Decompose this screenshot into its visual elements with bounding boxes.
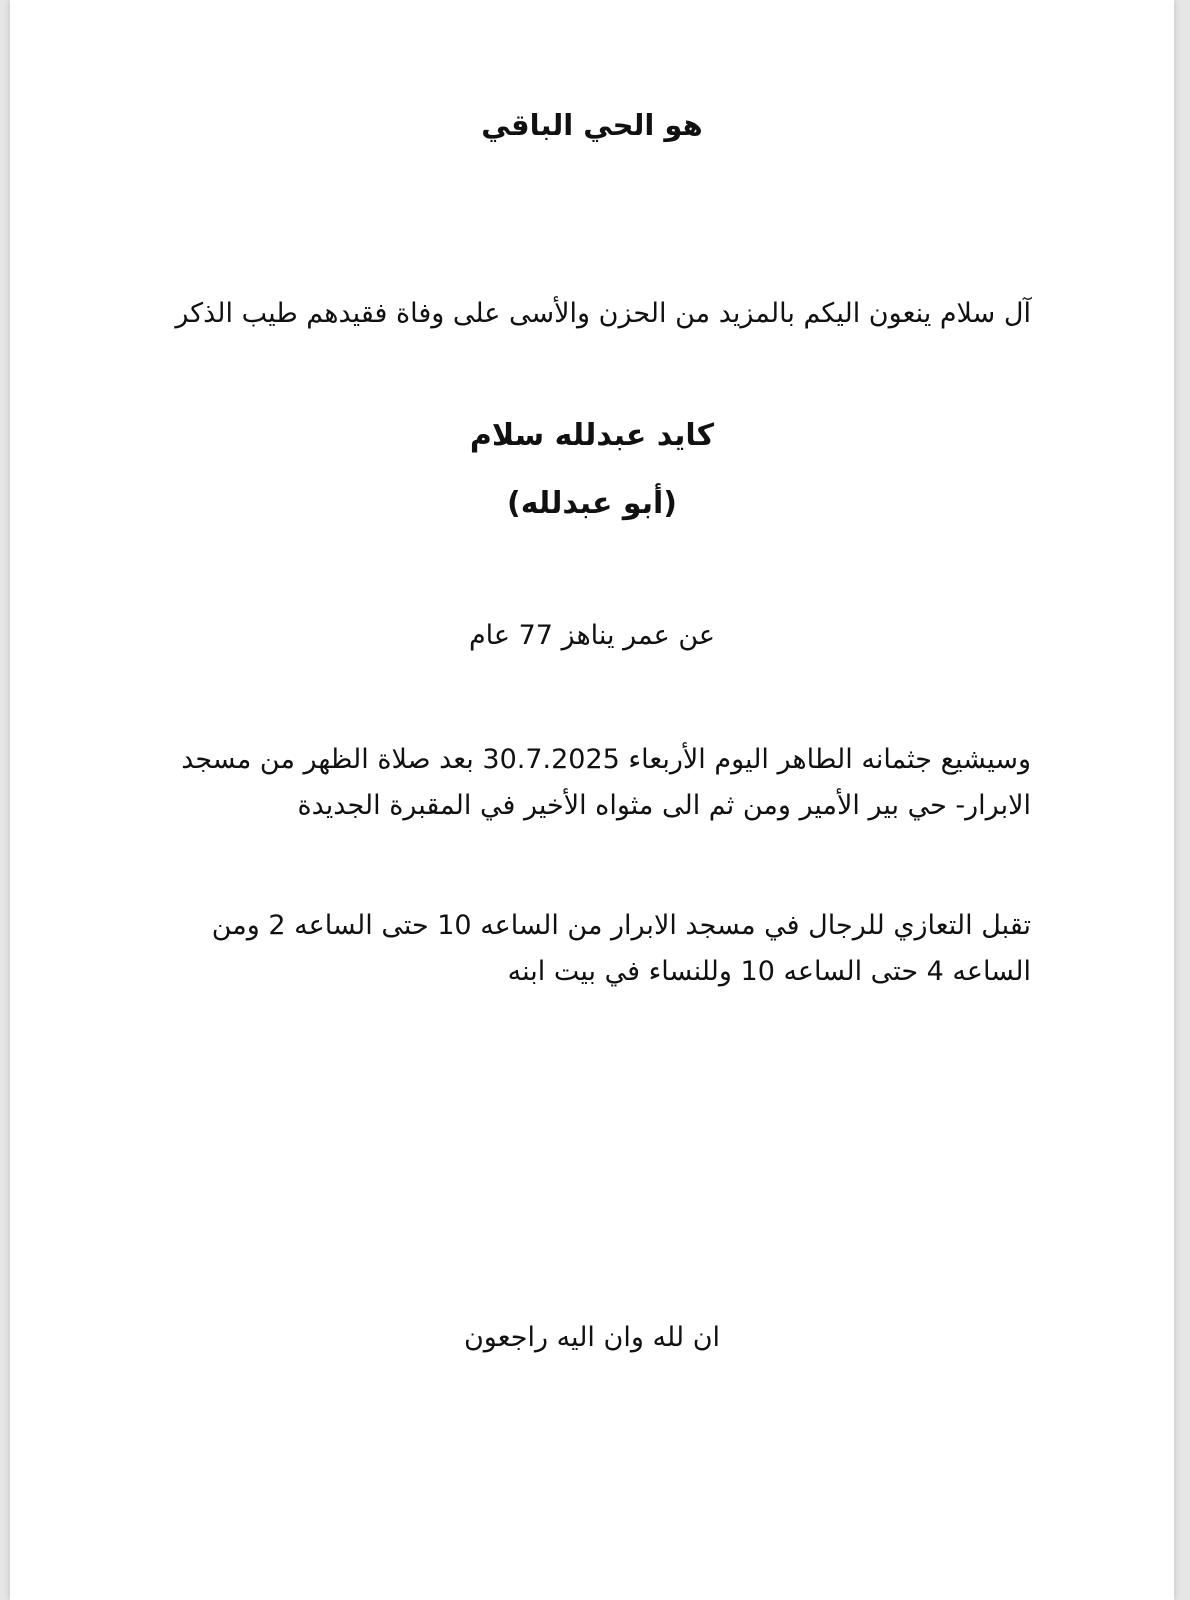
document-heading: هو الحي الباقي — [481, 108, 703, 142]
deceased-name: كايد عبدلله سلام — [469, 418, 715, 453]
funeral-line-2: الابرار- حي بير الأمير ومن ثم الى مثواه الأخير في المقبرة الجديدة — [297, 790, 1031, 821]
deceased-nickname: (أبو عبدلله) — [507, 486, 677, 521]
condolence-line-1: تقبل التعازي للرجال في مسجد الابرار من الساعه 10 حتى الساعه 2 ومن — [211, 910, 1031, 941]
announcement-text: آل سلام ينعون اليكم بالمزيد من الحزن والأسى على وفاة فقيدهم طيب الذكر — [175, 298, 1031, 329]
funeral-line-1: وسيشيع جثمانه الطاهر اليوم الأربعاء 30.7.2025 بعد صلاة الظهر من مسجد — [181, 744, 1031, 775]
age-line: عن عمر يناهز 77 عام — [468, 620, 716, 651]
closing-verse: ان لله وان اليه راجعون — [463, 1322, 721, 1353]
condolence-line-2: الساعه 4 حتى الساعه 10 وللنساء في بيت ابنه — [507, 956, 1031, 987]
document-page — [10, 0, 1174, 1600]
